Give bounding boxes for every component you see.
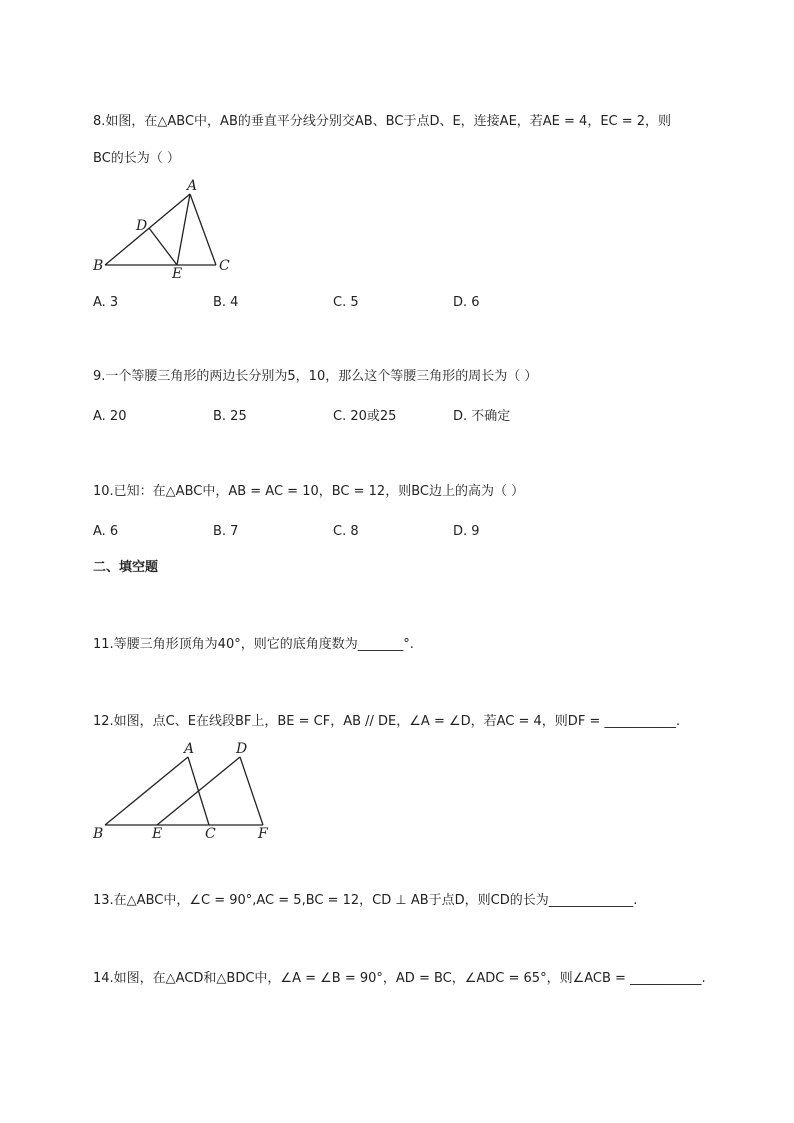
- q8-side-ac: [190, 194, 216, 265]
- q8-figure: [90, 175, 250, 280]
- q10-text: 10.已知：在△ABC中，AB = AC = 10，BC = 12，则BC边上的高为（ ）: [93, 484, 525, 499]
- q8-option-a: A. 3: [93, 295, 119, 310]
- q9-option-b: B. 25: [213, 409, 247, 424]
- section-title: 二、填空题: [93, 560, 159, 575]
- q8-segment-de: [149, 228, 177, 265]
- q12-segment-df: [240, 757, 263, 825]
- q8-option-c: C. 5: [333, 295, 359, 310]
- q8-label-d: D: [136, 218, 148, 234]
- q8-segment-ae: [177, 194, 190, 265]
- q12-label-f: F: [258, 826, 268, 842]
- q9-option-d: D. 不确定: [453, 409, 511, 424]
- q12-label-c: C: [205, 826, 216, 842]
- q12-figure: [90, 738, 280, 843]
- q14-text: 14.如图，在△ACD和△BDC中，∠A = ∠B = 90°，AD = BC，∠ADC = 65°，则∠ACB = ___________.: [93, 971, 706, 986]
- q11-text: 11.等腰三角形顶角为40°，则它的底角度数为_______°.: [93, 637, 414, 652]
- q12-label-e: E: [152, 826, 163, 842]
- q12-segment-ab: [105, 757, 188, 825]
- q10-option-c: C. 8: [333, 524, 359, 539]
- q10-option-b: B. 7: [213, 524, 239, 539]
- q8-text-line1: 8.如图，在△ABC中，AB的垂直平分线分别交AB、BC于点D、E，连接AE，若AE = 4，EC = 2，则: [93, 114, 672, 129]
- q12-segment-de: [157, 757, 240, 825]
- q8-label-b: B: [93, 258, 104, 274]
- q10-option-a: A. 6: [93, 524, 119, 539]
- q9-text: 9.一个等腰三角形的两边长分别为5，10，那么这个等腰三角形的周长为（ ）: [93, 369, 538, 384]
- q9-option-a: A. 20: [93, 409, 127, 424]
- q12-text: 12.如图，点C、E在线段BF上，BE = CF，AB // DE，∠A = ∠D，若AC = 4，则DF = ___________.: [93, 714, 681, 729]
- q8-side-ab: [105, 194, 190, 265]
- q8-text-line2: BC的长为（ ）: [93, 151, 180, 166]
- q10-option-d: D. 9: [453, 524, 480, 539]
- q8-label-c: C: [219, 258, 230, 274]
- q12-label-a: A: [184, 741, 195, 757]
- q8-option-d: D. 6: [453, 295, 480, 310]
- q8-label-a: A: [187, 178, 198, 194]
- q9-option-c: C. 20或25: [333, 409, 397, 424]
- q13-text: 13.在△ABC中，∠C = 90°,AC = 5,BC = 12，CD ⊥ AB于点D，则CD的长为_____________.: [93, 893, 638, 908]
- q12-label-b: B: [93, 826, 104, 842]
- q8-label-e: E: [172, 266, 183, 282]
- q8-option-b: B. 4: [213, 295, 239, 310]
- q12-label-d: D: [236, 741, 248, 757]
